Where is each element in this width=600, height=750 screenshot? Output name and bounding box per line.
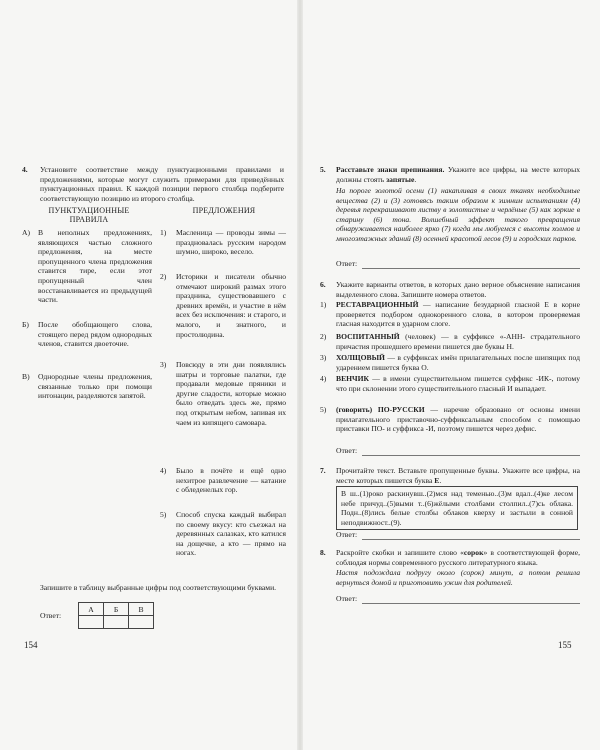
task4-answer-table <box>78 602 154 629</box>
task6-option-1: 1) РЕСТАВРАЦИОННЫЙ — написание безударной гласной Е в корне проверяется подбором однокоренного слова, в котором проверяемая гласная находится в ударном слоге. <box>320 300 580 329</box>
task8-sentence: Настя подождала подругу около (сорок) минут, а потом решила вернуться домой и приготовить ужин для родителей. <box>336 568 580 587</box>
task7-number: 7. <box>320 466 326 475</box>
rule-item-c: В) Однородные члены предложения, связанные только при помощи интонации, разделяются запятой. <box>22 372 152 401</box>
answer-cell-b[interactable] <box>104 616 129 629</box>
task4-instruction: Установите соответствие между пунктуационными правилами и предложениями, которые могут служить примерами для приведённых пунктуационных правил. К каждой позиции первого столбца подберите соответствующую позицию из второго столбца. <box>40 165 284 203</box>
table-instruction: Запишите в таблицу выбранные цифры под соответствующими буквами. <box>40 583 277 592</box>
page-number-left: 154 <box>24 640 38 650</box>
task5-answer-label: Ответ: <box>336 259 358 268</box>
task6-number: 6. <box>320 280 326 289</box>
right-page <box>300 0 600 750</box>
sentence-item-3: 3) Повсюду в эти дни появлялись шатры и торговые палатки, где продавали медовые пряники и другие сладости, которые можно было отведать здесь же, прямо под открытым небом, запивая их чаем из кипящего самовара. <box>160 360 286 427</box>
table-header-b: Б <box>104 603 129 616</box>
answer-cell-c[interactable] <box>129 616 154 629</box>
sentence-item-2: 2) Историки и писатели обычно отмечают широкий размах этого праздника, существовавшего с древних времён, и участие в нём всех без исключения: и старого, и малого, и знатного, и простолюдина. <box>160 272 286 339</box>
page-number-right: 155 <box>558 640 572 650</box>
task5-number: 5. <box>320 165 326 174</box>
task8-number: 8. <box>320 548 326 557</box>
task6-instruction: Укажите варианты ответов, в которых дано верное объяснение написания выделенного слова. Запишите номера ответов. <box>336 280 580 299</box>
table-header-c: В <box>129 603 154 616</box>
task5-instruction: Расставьте знаки препинания. Укажите все цифры, на месте которых должны стоять запятые. <box>336 165 580 184</box>
sentences-column-header: ПРЕДЛОЖЕНИЯ <box>192 206 256 215</box>
task6-answer-label: Ответ: <box>336 446 358 455</box>
task6-option-2: 2) ВОСПИТАННЫЙ (человек) — в суффиксе «-АНН- страдательного причастия прошедшего времени пишется две буквы Н. <box>320 332 580 351</box>
task7-answer-line[interactable] <box>362 539 580 540</box>
task4-number: 4. <box>22 165 28 174</box>
task7-answer-label: Ответ: <box>336 530 358 539</box>
task5-text: На пороге золотой осени (1) накапливая в своих тканях необходимые вещества (2) и (3) готовясь таким образом к зимним испытаниям (4) деревья перекрашивают листву в золотистые и черлёные (5) как зоркие в старину (6) тона. Волшебный эффект такого превращения обнаруживается наиболее ярко (7) когда мы любуемся с высоты холмов и многоэтажных зданий (8) осенней красотой лесов (9) и городских парков. <box>336 186 580 243</box>
sentence-item-5: 5) Способ спуска каждый выбирал по своему вкусу: кто съезжал на деревянных салазках, кто катился на дощечке, а кто — прямо на ногах. <box>160 510 286 558</box>
sentence-item-1: 1) Масленица — проводы зимы — праздновалась русским народом шумно, широко, весело. <box>160 228 286 257</box>
task6-option-3: 3) ХОЛЩОВЫЙ — в суффиксах имён прилагательных после шипящих под ударением пишется буква О. <box>320 353 580 372</box>
task8-answer-label: Ответ: <box>336 594 358 603</box>
task4-answer-label: Ответ: <box>40 611 62 620</box>
task8-answer-line[interactable] <box>362 603 580 604</box>
rules-column-header: ПУНКТУАЦИОННЫЕ ПРАВИЛА <box>48 206 130 224</box>
table-header-a: А <box>79 603 104 616</box>
task6-answer-line[interactable] <box>362 455 580 456</box>
answer-cell-a[interactable] <box>79 616 104 629</box>
task6-option-5: 5) (говорить) ПО-РУССКИ — наречие образовано от основы имени прилагательного приставочно-суффиксальным способом с помощью приставки ПО- и суффикса -И, поэтому пишется через дефис. <box>320 405 581 434</box>
task6-option-4: 4) ВЕНЧИК — в имени существительном пишется суффикс -ИК-, потому что при склонении этого существительного гласный И выпадает. <box>320 374 580 393</box>
task8-instruction: Раскройте скобки и запишите слово «сорок» в соответствующей форме, соблюдая нормы современного русского литературного языка. <box>336 548 580 567</box>
task7-instruction: Прочитайте текст. Вставьте пропущенные буквы. Укажите все цифры, на месте которых пишется буква Е. <box>336 466 580 485</box>
rule-item-b: Б) После обобщающего слова, стоящего перед рядом однородных членов, ставится двоеточие. <box>22 320 152 349</box>
sentence-item-4: 4) Было в почёте и ещё одно нехитрое развлечение — катание с обледенелых гор. <box>160 466 286 495</box>
task7-boxed-text: В ш..(1)роко раскинувш..(2)мся над теменью..(3)м вдал..(4)ке лесом небе причуд..(5)выми т..(6)жёлыми столбами столпил..(7)сь облака. Подн..(8)лись белые столбы облаков кверху и застыли в сонной неподвижност..(9). <box>336 486 578 530</box>
task5-answer-line[interactable] <box>362 268 580 269</box>
rule-item-a: А) В неполных предложениях, являющихся частью сложного предложения, на месте пропущенного члена предложения ставится тире, если этот пропущенный член восстанавливается из предыдущей части. <box>22 228 152 305</box>
